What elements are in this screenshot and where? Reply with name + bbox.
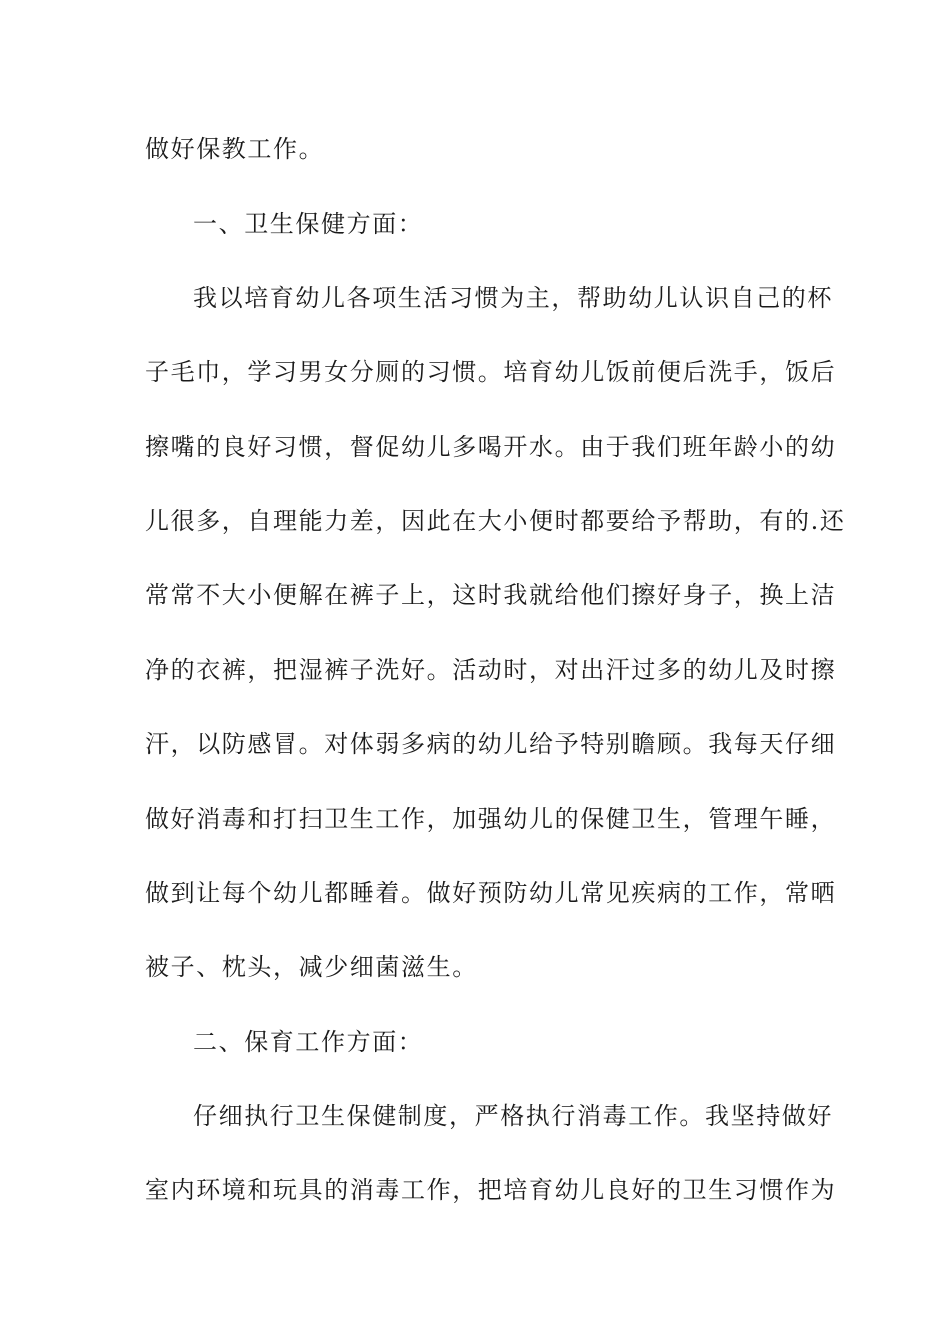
paragraph-line: 做到让每个幼儿都睡着。做好预防幼儿常见疾病的工作，常晒 [145, 879, 837, 907]
paragraph-line: 净的衣裤，把湿裤子洗好。活动时，对出汗过多的幼儿及时擦 [145, 656, 837, 684]
paragraph-line: 做好消毒和打扫卫生工作，加强幼儿的保健卫生，管理午睡， [145, 805, 837, 833]
paragraph-line: 室内环境和玩具的消毒工作，把培育幼儿良好的卫生习惯作为 [145, 1176, 837, 1204]
paragraph-line: 被子、枕头，减少细菌滋生。 [145, 953, 478, 981]
paragraph-line: 做好保教工作。 [145, 135, 325, 163]
paragraph-line: 常常不大小便解在裤子上，这时我就给他们擦好身子，换上洁 [145, 581, 837, 609]
paragraph-line: 儿很多，自理能力差，因此在大小便时都要给予帮助，有的.还 [145, 507, 846, 535]
paragraph-line: 我以培育幼儿各项生活习惯为主，帮助幼儿认识自己的杯 [193, 284, 833, 312]
paragraph-line: 汗，以防感冒。对体弱多病的幼儿给予特别瞻顾。我每天仔细 [145, 730, 837, 758]
paragraph-line: 子毛巾，学习男女分厕的习惯。培育幼儿饭前便后洗手，饭后 [145, 358, 837, 386]
paragraph-line: 擦嘴的良好习惯，督促幼儿多喝开水。由于我们班年龄小的幼 [145, 433, 837, 461]
section-heading: 二、保育工作方面： [193, 1028, 424, 1056]
section-heading: 一、卫生保健方面： [193, 210, 424, 238]
paragraph-line: 仔细执行卫生保健制度，严格执行消毒工作。我坚持做好 [193, 1102, 833, 1130]
